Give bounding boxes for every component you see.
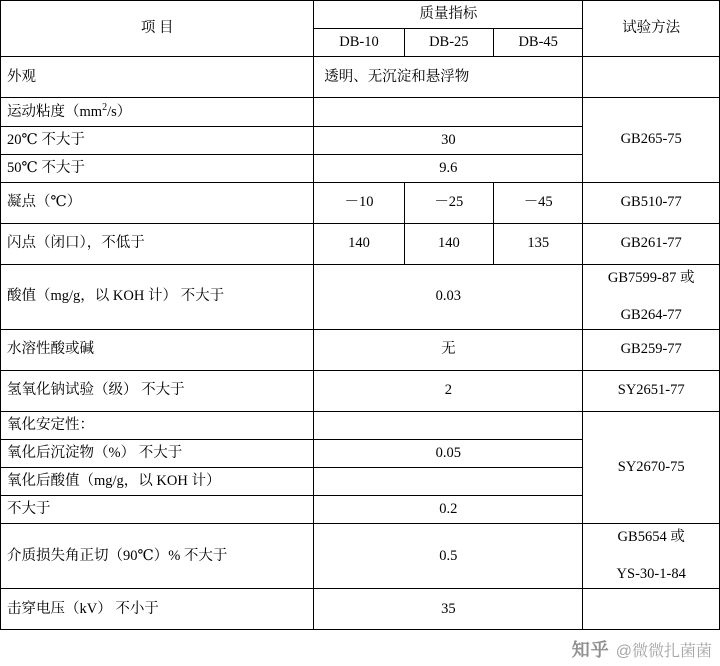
table-header-row-1 — [1, 1, 720, 29]
row-method-flash-point: GB261-77 — [583, 223, 720, 264]
table-row — [1, 411, 720, 439]
row-value-viscosity-20c: 30 — [314, 126, 583, 154]
row-value-naoh-test: 2 — [314, 370, 583, 411]
zhihu-logo: 知乎 — [571, 640, 610, 660]
header-test-method: 试验方法 — [583, 1, 720, 57]
table-row — [1, 57, 720, 98]
row-value-oxidation-title — [314, 411, 583, 439]
table-row — [1, 589, 720, 630]
row-method-dielectric-loss — [583, 524, 720, 589]
row-value-viscosity-title — [314, 98, 583, 127]
header-grade-db10: DB-10 — [314, 29, 404, 57]
row-label-acid-value: 酸值（mg/g，以 KOH 计） 不大于 — [1, 264, 314, 329]
row-label-viscosity-50c: 50℃ 不大于 — [1, 154, 314, 182]
table-row — [1, 264, 720, 329]
row-value-water-soluble: 无 — [314, 329, 583, 370]
row-label-appearance: 外观 — [1, 57, 314, 98]
table-row — [1, 370, 720, 411]
row-label-water-soluble: 水溶性酸或碱 — [1, 329, 314, 370]
row-method-naoh-test: SY2651-77 — [583, 370, 720, 411]
watermark-username: @微微扎菌菌 — [615, 642, 712, 660]
table-row — [1, 223, 720, 264]
table-row — [1, 98, 720, 127]
row-value-viscosity-50c: 9.6 — [314, 154, 583, 182]
header-grade-db45: DB-45 — [494, 29, 583, 57]
row-label-pour-point: 凝点（℃） — [1, 182, 314, 223]
row-value-oxidation-sediment: 0.05 — [314, 439, 583, 467]
row-value-oxidation-acid: 0.2 — [314, 495, 583, 523]
row-method-dielectric-line2: YS-30-1-84 — [616, 566, 686, 583]
row-value-pour-point-db25: －25 — [404, 182, 493, 223]
row-value-oxidation-acid-blank — [314, 467, 583, 495]
row-label-naoh-test: 氢氧化钠试验（级） 不大于 — [1, 370, 314, 411]
row-method-pour-point: GB510-77 — [583, 182, 720, 223]
row-method-oxidation: SY2670-75 — [583, 411, 720, 523]
header-grade-db25: DB-25 — [404, 29, 493, 57]
watermark — [572, 636, 712, 662]
row-value-pour-point-db45: －45 — [494, 182, 583, 223]
row-method-appearance — [583, 57, 720, 98]
row-label-flash-point: 闪点（闭口），不低于 — [1, 223, 314, 264]
table-row — [1, 182, 720, 223]
row-value-dielectric-loss: 0.5 — [314, 524, 583, 589]
table-row — [1, 524, 720, 589]
row-value-appearance: 透明、无沉淀和悬浮物 — [314, 57, 583, 98]
row-label-viscosity-title: 运动粘度$(mm^2/s)$ — [1, 98, 314, 127]
header-quality-index: 质量指标 — [314, 1, 583, 29]
row-method-acid-value-line1: GB7599-87 或 — [607, 269, 695, 286]
row-label-oxidation-sediment: 氧化后沉淀物（%） 不大于 — [1, 439, 314, 467]
row-method-viscosity: GB265-75 — [583, 98, 720, 183]
header-item: 项 目 — [1, 1, 314, 57]
row-label-oxidation-acid: 氧化后酸值（mg/g，以 KOH 计） — [1, 467, 314, 495]
row-label-dielectric-loss: 介质损失角正切（90℃）% 不大于 — [1, 524, 314, 589]
row-value-pour-point-db10: －10 — [314, 182, 404, 223]
row-value-flash-point-db45: 135 — [494, 223, 583, 264]
row-method-breakdown-voltage — [583, 589, 720, 630]
row-value-breakdown-voltage: 35 — [314, 589, 583, 630]
row-label-viscosity-20c: 20℃ 不大于 — [1, 126, 314, 154]
table-row — [1, 329, 720, 370]
row-value-flash-point-db10: 140 — [314, 223, 404, 264]
row-label-breakdown-voltage: 击穿电压（kV） 不小于 — [1, 589, 314, 630]
row-value-acid-value: 0.03 — [314, 264, 583, 329]
row-method-water-soluble: GB259-77 — [583, 329, 720, 370]
row-method-acid-value — [583, 264, 720, 329]
row-method-dielectric-line1: GB5654 或 — [617, 529, 685, 545]
row-label-oxidation-acid-limit: 不大于 — [1, 495, 314, 523]
row-method-acid-value-line2: GB264-77 — [620, 306, 682, 323]
row-value-flash-point-db25: 140 — [404, 223, 493, 264]
row-label-oxidation-title: 氧化安定性： — [1, 411, 314, 439]
